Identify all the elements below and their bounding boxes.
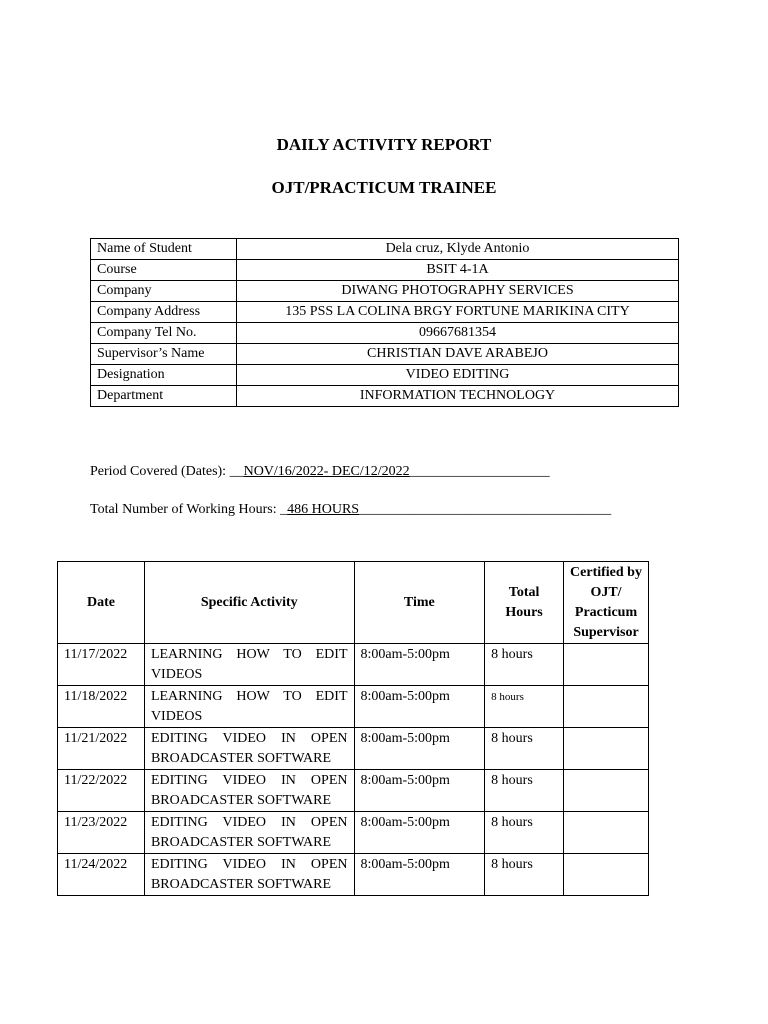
period-value: NOV/16/2022- DEC/12/2022 — [243, 464, 410, 479]
total-working-hours — [90, 502, 611, 518]
info-label: Name of Student — [91, 239, 237, 260]
activity-certified — [564, 812, 649, 854]
activity-certified — [564, 644, 649, 686]
header-certified: Certified by OJT/ Practicum Supervisor — [564, 562, 649, 644]
activity-hours: 8 hours — [485, 854, 564, 896]
info-row — [91, 323, 679, 344]
info-row — [91, 344, 679, 365]
activity-table — [57, 561, 649, 896]
info-value: BSIT 4-1A — [237, 260, 679, 281]
activity-date: 11/23/2022 — [58, 812, 145, 854]
info-row — [91, 365, 679, 386]
hours-label: Total Number of Working Hours: _ — [90, 502, 288, 517]
period-covered — [90, 464, 550, 480]
activity-row — [58, 770, 649, 812]
activity-description: LEARNING HOW TO EDIT VIDEOS — [144, 686, 354, 728]
activity-hours: 8 hours — [485, 644, 564, 686]
activity-time: 8:00am-5:00pm — [354, 854, 485, 896]
activity-row — [58, 728, 649, 770]
activity-description: EDITING VIDEO IN OPEN BROADCASTER SOFTWARE — [144, 770, 354, 812]
info-label: Course — [91, 260, 237, 281]
period-trail: ____________________ — [409, 464, 550, 479]
activity-time: 8:00am-5:00pm — [354, 728, 485, 770]
hours-value: 486 HOURS — [287, 502, 360, 517]
activity-hours: 8 hours — [485, 812, 564, 854]
report-title: DAILY ACTIVITY REPORT — [276, 135, 492, 154]
header-time: Time — [354, 562, 485, 644]
activity-certified — [564, 770, 649, 812]
info-label: Department — [91, 386, 237, 407]
info-row — [91, 260, 679, 281]
report-subtitle: OJT/PRACTICUM TRAINEE — [271, 178, 497, 197]
info-value: VIDEO EDITING — [237, 365, 679, 386]
activity-date: 11/24/2022 — [58, 854, 145, 896]
activity-time: 8:00am-5:00pm — [354, 770, 485, 812]
info-value: 09667681354 — [237, 323, 679, 344]
info-row — [91, 302, 679, 323]
activity-header-row — [58, 562, 649, 644]
info-value: 135 PSS LA COLINA BRGY FORTUNE MARIKINA CITY — [237, 302, 679, 323]
activity-description: EDITING VIDEO IN OPEN BROADCASTER SOFTWARE — [144, 812, 354, 854]
info-label: Company — [91, 281, 237, 302]
activity-time: 8:00am-5:00pm — [354, 644, 485, 686]
activity-hours: 8 hours — [485, 728, 564, 770]
activity-date: 11/22/2022 — [58, 770, 145, 812]
info-label: Company Address — [91, 302, 237, 323]
activity-row — [58, 854, 649, 896]
activity-row — [58, 686, 649, 728]
info-row — [91, 386, 679, 407]
info-value: INFORMATION TECHNOLOGY — [237, 386, 679, 407]
hours-trail: ____________________________________ — [359, 502, 612, 517]
activity-time: 8:00am-5:00pm — [354, 686, 485, 728]
info-row — [91, 281, 679, 302]
activity-description: EDITING VIDEO IN OPEN BROADCASTER SOFTWARE — [144, 728, 354, 770]
activity-description: EDITING VIDEO IN OPEN BROADCASTER SOFTWARE — [144, 854, 354, 896]
header-activity: Specific Activity — [144, 562, 354, 644]
activity-time: 8:00am-5:00pm — [354, 812, 485, 854]
info-value: CHRISTIAN DAVE ARABEJO — [237, 344, 679, 365]
activity-certified — [564, 728, 649, 770]
activity-row — [58, 644, 649, 686]
info-label: Supervisor’s Name — [91, 344, 237, 365]
activity-description: LEARNING HOW TO EDIT VIDEOS — [144, 644, 354, 686]
info-label: Designation — [91, 365, 237, 386]
student-info-table — [90, 238, 679, 407]
activity-hours: 8 hours — [485, 686, 564, 728]
period-label: Period Covered (Dates): __ — [90, 464, 244, 479]
header-date: Date — [58, 562, 145, 644]
info-label: Company Tel No. — [91, 323, 237, 344]
activity-date: 11/21/2022 — [58, 728, 145, 770]
header-total-hours: Total Hours — [485, 562, 564, 644]
activity-certified — [564, 854, 649, 896]
activity-date: 11/18/2022 — [58, 686, 145, 728]
info-value: DIWANG PHOTOGRAPHY SERVICES — [237, 281, 679, 302]
activity-row — [58, 812, 649, 854]
info-row — [91, 239, 679, 260]
info-value: Dela cruz, Klyde Antonio — [237, 239, 679, 260]
activity-hours: 8 hours — [485, 770, 564, 812]
activity-date: 11/17/2022 — [58, 644, 145, 686]
activity-certified — [564, 686, 649, 728]
